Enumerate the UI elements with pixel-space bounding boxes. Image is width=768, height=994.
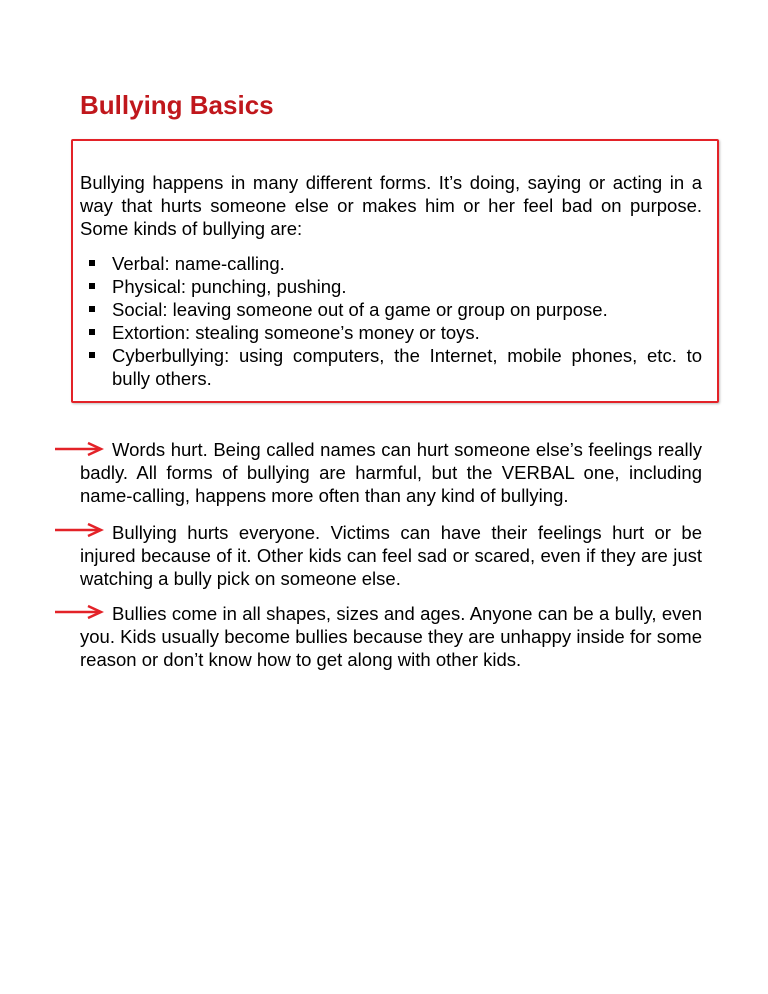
paragraph-text: Words hurt. Being called names can hurt someone else’s feelings really badly. All forms of bullying are harmful, but the VERBAL one, including name-calling, happens more often than any kind of bullying. [80, 439, 702, 506]
square-bullet-icon [89, 352, 95, 358]
list-item [80, 252, 702, 275]
paragraph-words-hurt [80, 438, 702, 507]
list-item [80, 321, 702, 344]
square-bullet-icon [89, 260, 95, 266]
box-intro-text: Bullying happens in many different forms. It’s doing, saying or acting in a way that hurts someone else or makes him or her feel bad on purpose. Some kinds of bullying are: [80, 172, 702, 239]
list-item-text: Extortion: stealing someone’s money or toys. [112, 322, 480, 343]
list-item [80, 298, 702, 321]
list-item-text: Social: leaving someone out of a game or group on purpose. [112, 299, 608, 320]
paragraph-text: Bullying hurts everyone. Victims can have their feelings hurt or be injured because of it. Other kids can feel sad or scared, even if they are just watching a bully pick on someone else. [80, 522, 702, 589]
list-item [80, 344, 702, 390]
paragraph-hurts-everyone [80, 521, 702, 590]
paragraph-bullies-shapes [80, 602, 702, 671]
bullying-kinds-list [80, 252, 702, 390]
square-bullet-icon [89, 306, 95, 312]
list-item-text: Cyberbullying: using computers, the Internet, mobile phones, etc. to bully others. [112, 345, 702, 389]
paragraph-text: Bullies come in all shapes, sizes and ages. Anyone can be a bully, even you. Kids usually become bullies because they are unhappy inside for some reason or don’t know how to get along with other kids. [80, 603, 702, 670]
square-bullet-icon [89, 329, 95, 335]
list-item [80, 275, 702, 298]
page-title: Bullying Basics [80, 90, 274, 120]
square-bullet-icon [89, 283, 95, 289]
list-item-text: Physical: punching, pushing. [112, 276, 347, 297]
list-item-text: Verbal: name-calling. [112, 253, 285, 274]
